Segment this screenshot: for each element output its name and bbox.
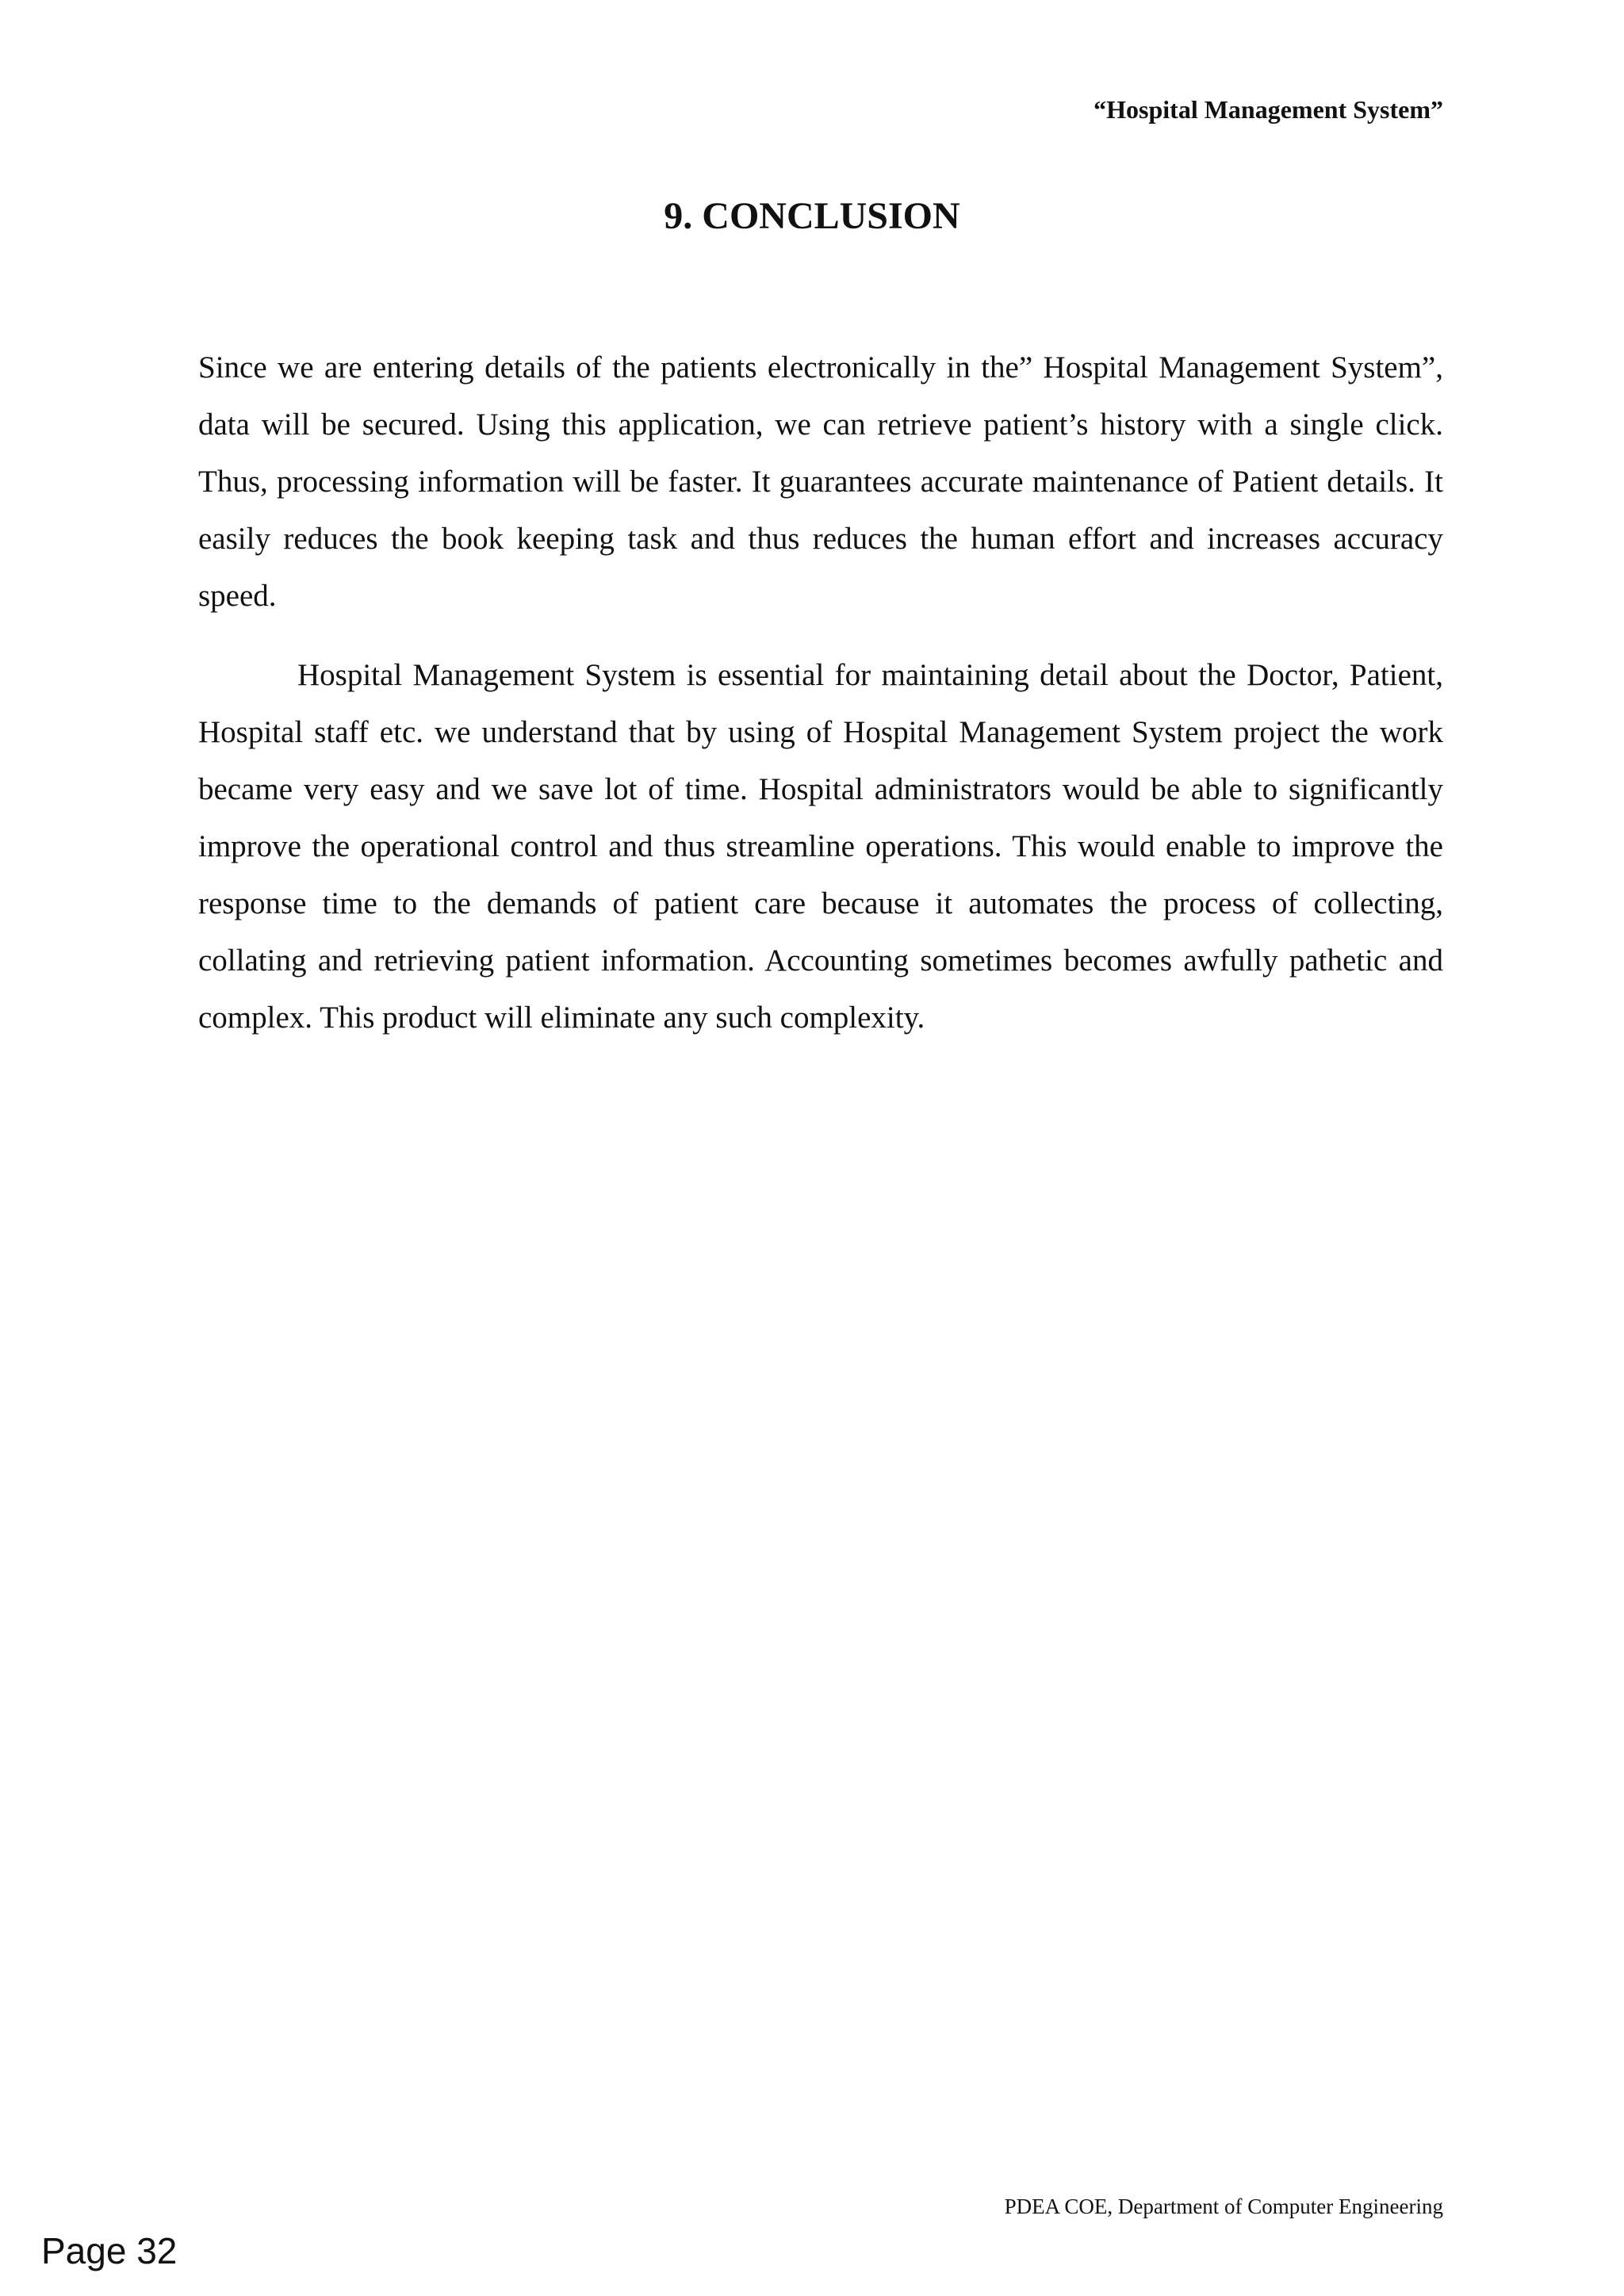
chapter-title: 9. CONCLUSION [664, 195, 960, 237]
page-number: Page 32 [41, 2230, 178, 2271]
running-footer: PDEA COE, Department of Computer Engineering [1004, 2195, 1443, 2218]
running-header: “Hospital Management System” [1094, 95, 1443, 124]
body-text [198, 339, 1443, 1069]
paragraph-2: Hospital Management System is essential for maintaining detail about the Doctor, Patient, Hospital staff etc. we understand that by using of Hospital Management System project the work became very easy and we save lot of time. Hospital administrators would be able to significantly improve the operational control and thus streamline operations. This would enable to improve the response time to the demands of patient care because it automates the process of collecting, collating and retrieving patient information. Accounting sometimes becomes awfully pathetic and complex. This product will eliminate any such complexity. [198, 658, 1443, 1035]
paragraph-1: Since we are entering details of the patients electronically in the” Hospital Management System”, data will be secured. Using this application, we can retrieve patient’s history with a single click. Thus, processing information will be faster. It guarantees accurate maintenance of Patient details. It easily reduces the book keeping task and thus reduces the human effort and increases accuracy speed. [198, 350, 1443, 613]
